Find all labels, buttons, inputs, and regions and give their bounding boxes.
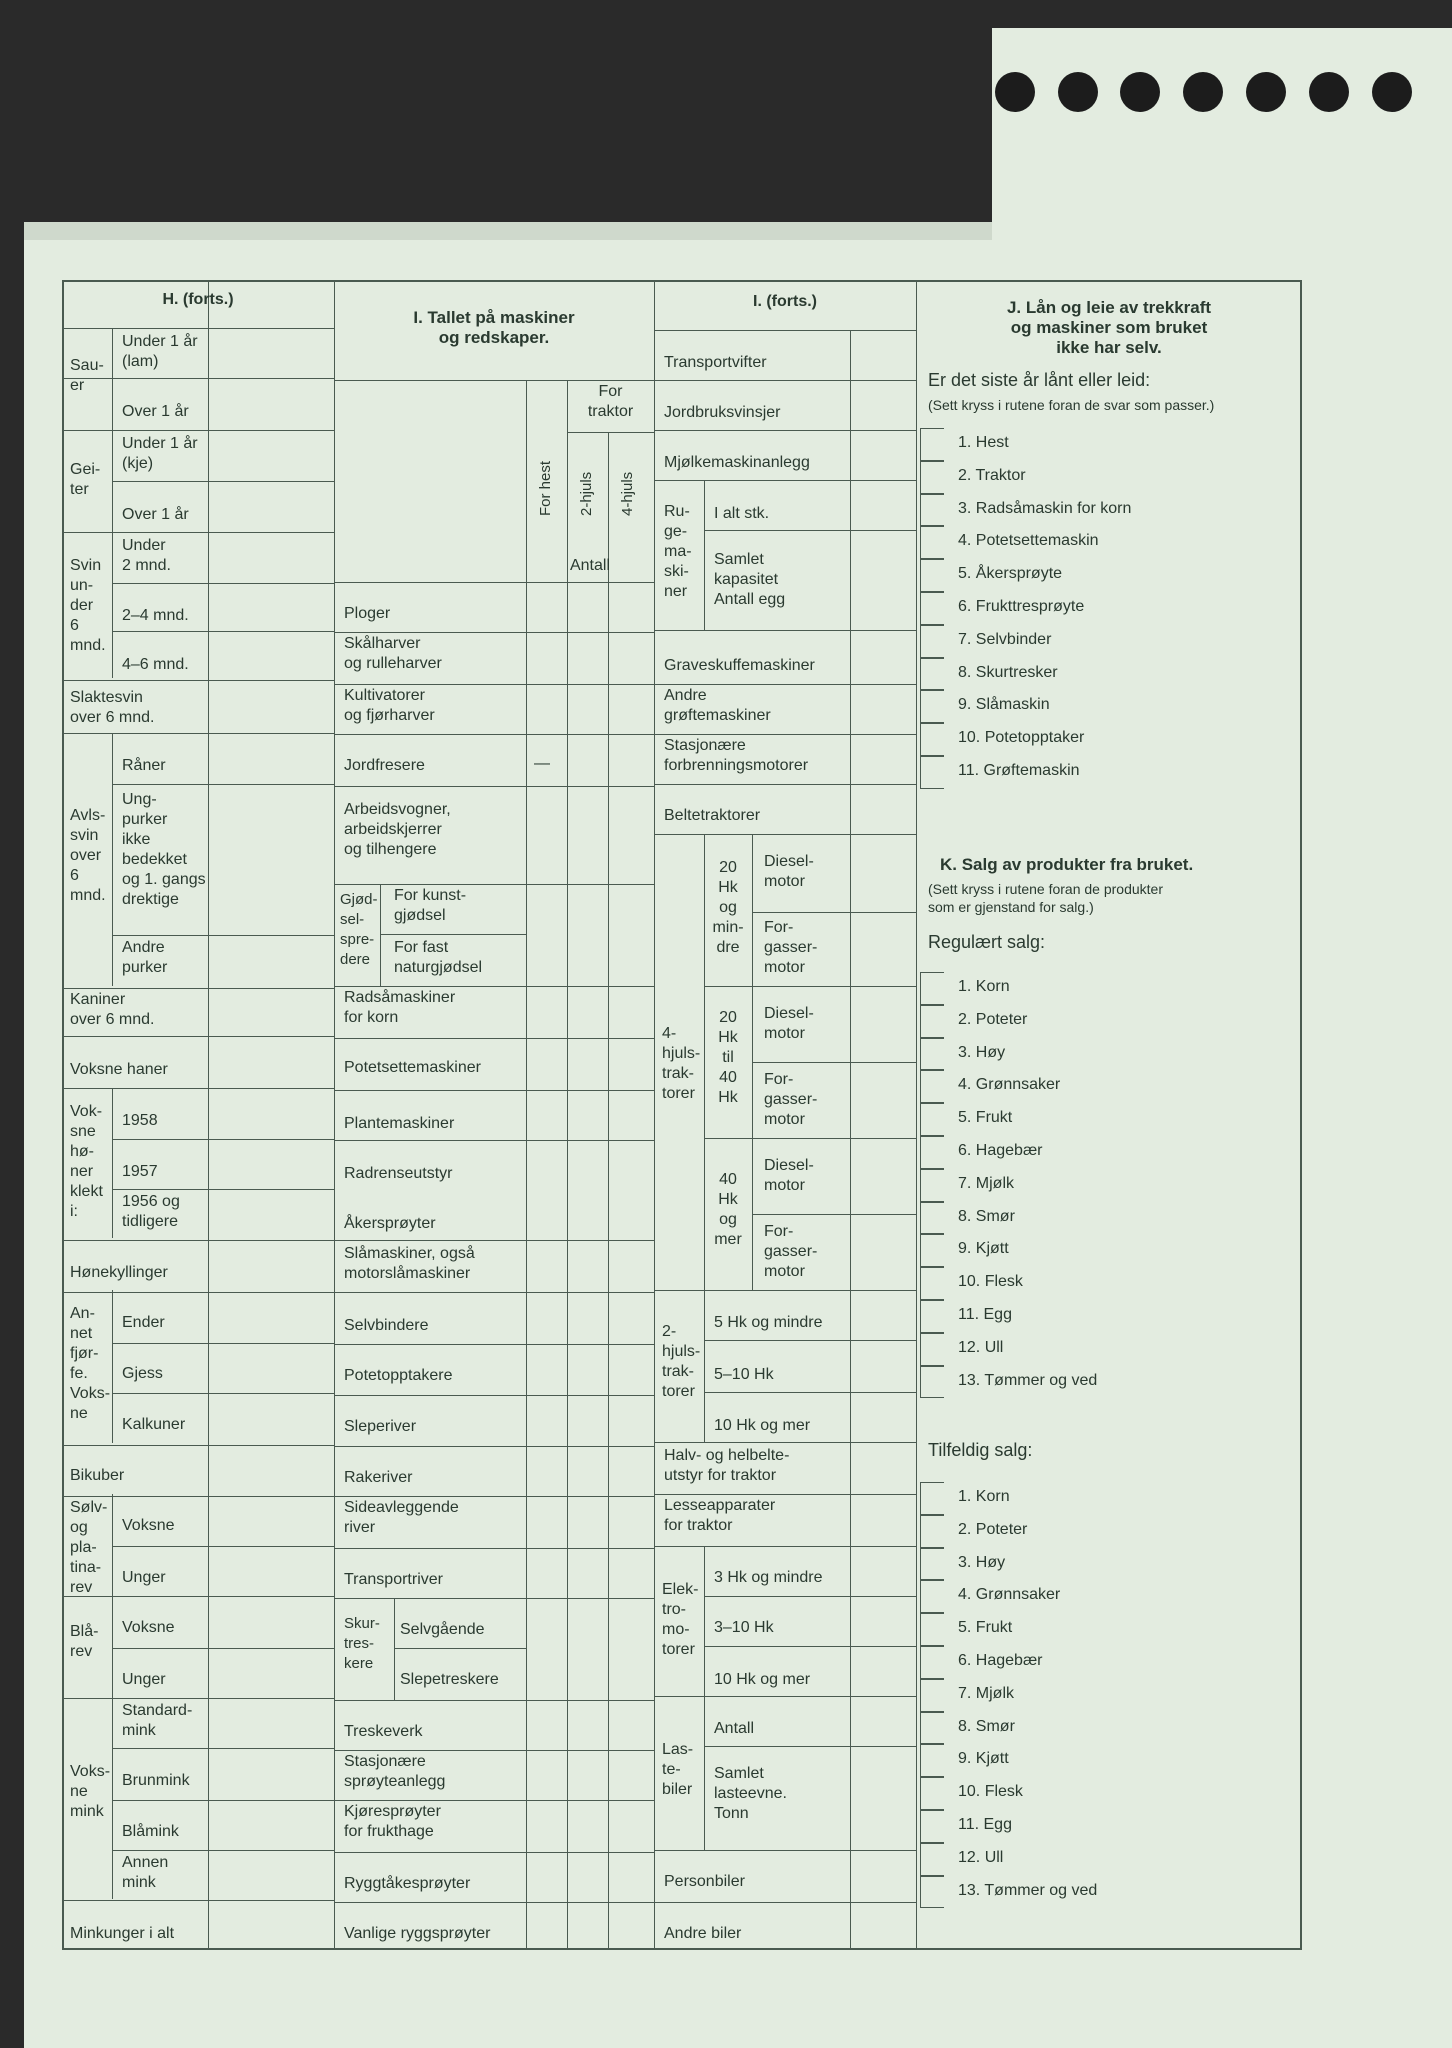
random-sale-item-label: 12. Ull	[958, 1848, 1004, 1866]
regular-sale-item-checkbox[interactable]	[920, 1005, 944, 1038]
random-sale-item-checkbox[interactable]	[920, 1482, 944, 1515]
loan-item-checkbox[interactable]	[920, 723, 944, 756]
section-h-title: H. (forts.)	[162, 291, 234, 308]
row-label: Kjøresprøyter for frukthage	[344, 1803, 441, 1840]
row-label: Antall	[714, 1720, 755, 1737]
row-label: Radsåmaskiner for korn	[344, 989, 456, 1026]
random-sale-item-label: 2. Poteter	[958, 1520, 1028, 1538]
row-label: I alt stk.	[714, 505, 770, 522]
random-sale-item-checkbox[interactable]	[920, 1744, 944, 1777]
random-sale-item-checkbox[interactable]	[920, 1548, 944, 1581]
random-sale-item-checkbox[interactable]	[920, 1843, 944, 1876]
regular-sale-item-checkbox[interactable]	[920, 1366, 944, 1399]
row-label: Andre biler	[664, 1925, 742, 1942]
random-sale-item-checkbox[interactable]	[920, 1712, 944, 1745]
row-label: Sideavleggende river	[344, 1499, 459, 1536]
random-sale-item-label: 3. Høy	[958, 1553, 1006, 1571]
group-label: 4- hjuls- trak- torer	[662, 1025, 701, 1102]
row-label: Annen mink	[122, 1854, 169, 1891]
row-label: Treskeverk	[344, 1723, 423, 1740]
regular-sale-item-checkbox[interactable]	[920, 1267, 944, 1300]
row-label: Gjess	[122, 1365, 163, 1382]
loan-item-checkbox[interactable]	[920, 625, 944, 658]
regular-sale-item-checkbox[interactable]	[920, 1070, 944, 1103]
regular-sale-item-label: 12. Ull	[958, 1338, 1004, 1356]
regular-sale-item-checkbox[interactable]	[920, 1300, 944, 1333]
group-label: Blå- rev	[70, 1623, 99, 1660]
row-label: Ryggtåkesprøyter	[344, 1875, 471, 1892]
row-label: Arbeidsvogner, arbeidskjerrer og tilhengere	[344, 801, 451, 858]
section-j-title: J. Lån og leie av trekkraft og maskiner som bruket ikke har selv.	[1006, 298, 1212, 357]
loan-item-checkbox[interactable]	[920, 428, 944, 461]
row-label: Slåmaskiner, også motorslåmaskiner	[344, 1245, 475, 1282]
row-label: Stasjonære sprøyteanlegg	[344, 1753, 446, 1790]
punch-hole	[1183, 72, 1223, 112]
row-label: Jordfresere	[344, 757, 425, 774]
random-sale-item-label: 9. Kjøtt	[958, 1750, 1009, 1768]
group-label: Las- te- biler	[662, 1741, 694, 1798]
punch-hole	[1058, 72, 1098, 112]
hk-range: 20 Hk til 40 Hk	[718, 1009, 738, 1106]
loan-item-checkbox[interactable]	[920, 461, 944, 494]
row-label: Hønekyllinger	[70, 1264, 168, 1281]
row-label: 10 Hk og mer	[714, 1671, 811, 1688]
punch-hole	[1309, 72, 1349, 112]
row-label: 5 Hk og mindre	[714, 1314, 823, 1331]
row-label: Diesel- motor	[764, 1157, 814, 1194]
row-label: Andre grøftemaskiner	[664, 687, 771, 724]
paper-edge	[24, 222, 992, 240]
section-i-cont-title: I. (forts.)	[753, 293, 817, 310]
hk-range: 20 Hk og min- dre	[712, 859, 744, 956]
regular-sale-item-label: 2. Poteter	[958, 1010, 1028, 1028]
regular-sale-item-label: 8. Smør	[958, 1207, 1015, 1225]
regular-sale-item-checkbox[interactable]	[920, 1333, 944, 1366]
row-label: Beltetraktorer	[664, 807, 761, 824]
row-label: Ung- purker ikke bedekket og 1. gangs drektige	[122, 791, 206, 908]
row-label: Under 2 mnd.	[122, 537, 171, 574]
group-label: Gjød- sel- spre- dere	[340, 891, 378, 968]
row-label: 1957	[122, 1163, 158, 1180]
row-label: Blåmink	[122, 1823, 179, 1840]
section-j-question: Er det siste år lånt eller leid:	[928, 370, 1151, 390]
row-label: For- gasser- motor	[764, 1071, 818, 1128]
row-label: Mjølkemaskinanlegg	[664, 454, 810, 471]
row-label: Transportvifter	[664, 354, 767, 371]
row-label: For kunst- gjødsel	[394, 887, 467, 924]
row-label: Diesel- motor	[764, 853, 814, 890]
group-label: Gei- ter	[70, 461, 101, 498]
random-sale-item-label: 11. Egg	[958, 1816, 1012, 1833]
loan-item-checkbox[interactable]	[920, 559, 944, 592]
punch-hole	[1120, 72, 1160, 112]
row-label: Voksne haner	[70, 1061, 168, 1078]
hk-range: 40 Hk og mer	[714, 1171, 742, 1248]
loan-item-label: 1. Hest	[958, 434, 1009, 451]
loan-item-label: 10. Potetopptaker	[958, 729, 1085, 747]
header-4-hjuls: 4-hjuls	[619, 471, 636, 516]
section-j-instruction: (Sett kryss i rutene foran de svar som passer.)	[928, 397, 1215, 413]
random-sale-item-label: 10. Flesk	[958, 1783, 1023, 1801]
loan-item-checkbox[interactable]	[920, 526, 944, 559]
random-sale-item-label: 1. Korn	[958, 1488, 1010, 1505]
loan-item-checkbox[interactable]	[920, 690, 944, 723]
row-label: 5–10 Hk	[714, 1366, 774, 1383]
row-label: 3–10 Hk	[714, 1619, 774, 1636]
regular-sale-item-label: 4. Grønnsaker	[958, 1076, 1061, 1094]
random-sale-item-checkbox[interactable]	[920, 1646, 944, 1679]
row-label: Jordbruksvinsjer	[664, 404, 781, 421]
row-label: Unger	[122, 1569, 166, 1586]
random-sale-item-checkbox[interactable]	[920, 1679, 944, 1712]
loan-item-checkbox[interactable]	[920, 494, 944, 527]
random-sale-item-label: 5. Frukt	[958, 1619, 1013, 1637]
section-i-title: I. Tallet på maskiner og redskaper.	[413, 308, 575, 347]
regular-sale-item-label: 3. Høy	[958, 1043, 1006, 1061]
row-label: Graveskuffemaskiner	[664, 657, 815, 674]
regular-sale-item-checkbox[interactable]	[920, 1202, 944, 1235]
group-label: Vok- sne hø- ner klekt i:	[70, 1103, 103, 1220]
regular-sale-item-checkbox[interactable]	[920, 1103, 944, 1136]
row-label: Over 1 år	[122, 506, 189, 523]
row-label: 1958	[122, 1112, 158, 1129]
row-label: Plantemaskiner	[344, 1115, 455, 1132]
row-label: 4–6 mnd.	[122, 656, 189, 673]
row-label: Under 1 år (lam)	[122, 333, 198, 370]
header-2-hjuls: 2-hjuls	[578, 471, 595, 516]
row-label: 2–4 mnd.	[122, 607, 189, 624]
random-sale-item-label: 13. Tømmer og ved	[958, 1881, 1098, 1899]
regular-sale-item-label: 7. Mjølk	[958, 1174, 1014, 1192]
row-label: Halv- og helbelte- utstyr for traktor	[664, 1447, 790, 1484]
loan-item-label: 2. Traktor	[958, 466, 1026, 484]
row-label: Over 1 år	[122, 403, 189, 420]
row-label: Personbiler	[664, 1873, 745, 1890]
row-label: Radrenseutstyr	[344, 1165, 453, 1182]
punch-hole	[1246, 72, 1286, 112]
loan-item-label: 3. Radsåmaskin for korn	[958, 499, 1132, 517]
row-label: Samlet lasteevne. Tonn	[714, 1765, 787, 1822]
regular-sale-item-checkbox[interactable]	[920, 1136, 944, 1169]
row-label: Slaktesvin over 6 mnd.	[70, 689, 155, 726]
row-label: Under 1 år (kje)	[122, 435, 198, 472]
header-antall: Antall	[569, 557, 611, 574]
random-sale-item-label: 6. Hagebær	[958, 1652, 1043, 1669]
random-sale-item-label: 4. Grønnsaker	[958, 1586, 1061, 1604]
group-label: Svin un- der 6 mnd.	[70, 557, 106, 654]
header-for-hest: For hest	[537, 460, 554, 516]
random-sale-item-checkbox[interactable]	[920, 1515, 944, 1548]
regular-sale-item-checkbox[interactable]	[920, 972, 944, 1005]
loan-item-label: 8. Skurtresker	[958, 663, 1058, 681]
row-label: Rakeriver	[344, 1469, 413, 1486]
group-label: Ru- ge- ma- ski- ner	[664, 503, 692, 600]
row-label: Potetsettemaskiner	[344, 1059, 481, 1076]
row-label: Andre purker	[122, 939, 168, 976]
regular-sale-item-checkbox[interactable]	[920, 1234, 944, 1267]
regular-sale-item-label: 9. Kjøtt	[958, 1240, 1009, 1258]
row-label: Transportriver	[344, 1571, 443, 1588]
regular-sale-item-label: 13. Tømmer og ved	[958, 1371, 1098, 1389]
section-k-title: K. Salg av produkter fra bruket.	[940, 855, 1194, 874]
header-for-traktor: For traktor	[587, 383, 634, 420]
row-label: 1956 og tidligere	[122, 1193, 180, 1230]
row-label: Ender	[122, 1314, 165, 1331]
row-label: Slepetreskere	[400, 1671, 499, 1688]
loan-item-checkbox[interactable]	[920, 592, 944, 625]
group-label: Avls- svin over 6 mnd.	[70, 807, 106, 904]
loan-item-label: 5. Åkersprøyte	[958, 565, 1063, 583]
loan-item-label: 7. Selvbinder	[958, 630, 1052, 648]
section-k-instruction: (Sett kryss i rutene foran de produkter som er gjenstand for salg.)	[928, 881, 1163, 915]
regular-sale-item-label: 11. Egg	[958, 1306, 1012, 1323]
row-label: Minkunger i alt	[70, 1925, 175, 1942]
punch-hole	[1372, 72, 1412, 112]
regular-sale-heading: Regulært salg:	[928, 932, 1046, 952]
group-label: Voks- ne mink	[70, 1763, 111, 1820]
punch-hole	[995, 72, 1035, 112]
regular-sale-item-label: 10. Flesk	[958, 1273, 1023, 1291]
row-label: Vanlige ryggsprøyter	[344, 1925, 491, 1942]
random-sale-item-label: 8. Smør	[958, 1717, 1015, 1735]
group-label: Skur- tres- kere	[344, 1615, 380, 1672]
row-label: 10 Hk og mer	[714, 1417, 811, 1434]
row-label: Åkersprøyter	[344, 1215, 436, 1232]
random-sale-item-checkbox[interactable]	[920, 1580, 944, 1613]
row-label: Kaniner over 6 mnd.	[70, 991, 155, 1028]
row-label: Kalkuner	[122, 1416, 186, 1433]
punch-tab	[992, 28, 1452, 228]
row-label: Potetopptakere	[344, 1367, 453, 1384]
row-label: Lesseapparater for traktor	[664, 1497, 776, 1534]
random-sale-item-checkbox[interactable]	[920, 1777, 944, 1810]
group-label: Elek- tro- mo- torer	[662, 1581, 699, 1658]
group-label: Sau- er	[70, 357, 104, 394]
row-label: Kultivatorer og fjørharver	[344, 687, 435, 724]
row-label: Skålharver og rulleharver	[344, 635, 442, 672]
row-label: Voksne	[122, 1619, 175, 1636]
dash-mark: —	[534, 755, 550, 772]
random-sale-heading: Tilfeldig salg:	[928, 1440, 1033, 1460]
regular-sale-item-label: 5. Frukt	[958, 1109, 1013, 1127]
row-label: Selvgående	[400, 1621, 485, 1638]
row-label: Standard- mink	[122, 1702, 193, 1739]
row-label: For- gasser- motor	[764, 1223, 818, 1280]
random-sale-item-checkbox[interactable]	[920, 1613, 944, 1646]
loan-item-label: 9. Slåmaskin	[958, 696, 1050, 714]
row-label: Unger	[122, 1671, 166, 1688]
regular-sale-item-label: 1. Korn	[958, 978, 1010, 995]
random-sale-item-checkbox[interactable]	[920, 1876, 944, 1909]
row-label: Sleperiver	[344, 1418, 417, 1435]
regular-sale-item-label: 6. Hagebær	[958, 1142, 1043, 1159]
row-label: Selvbindere	[344, 1317, 429, 1334]
row-label: Brunmink	[122, 1772, 190, 1789]
random-sale-item-checkbox[interactable]	[920, 1810, 944, 1843]
row-label: 3 Hk og mindre	[714, 1569, 823, 1586]
group-label: 2- hjuls- trak- torer	[662, 1323, 701, 1400]
loan-item-label: 11. Grøftemaskin	[958, 762, 1080, 779]
row-label: For fast naturgjødsel	[394, 939, 483, 976]
loan-item-checkbox[interactable]	[920, 658, 944, 691]
loan-item-label: 6. Frukttresprøyte	[958, 598, 1085, 615]
regular-sale-item-checkbox[interactable]	[920, 1038, 944, 1071]
group-label: An- net fjør- fe. Voks- ne	[70, 1305, 111, 1422]
row-label: Råner	[122, 757, 166, 774]
random-sale-item-label: 7. Mjølk	[958, 1684, 1014, 1702]
row-label: Stasjonære forbrenningsmotorer	[664, 737, 809, 774]
loan-item-checkbox[interactable]	[920, 756, 944, 789]
row-label: Ploger	[344, 605, 391, 622]
regular-sale-item-checkbox[interactable]	[920, 1169, 944, 1202]
loan-item-label: 4. Potetsettemaskin	[958, 532, 1099, 550]
row-label: Diesel- motor	[764, 1005, 814, 1042]
row-label: Samlet kapasitet Antall egg	[714, 551, 786, 608]
group-label: Sølv- og pla- tina- rev	[70, 1499, 108, 1596]
row-label: For- gasser- motor	[764, 919, 818, 976]
row-label: Bikuber	[70, 1467, 125, 1484]
row-label: Voksne	[122, 1517, 175, 1534]
